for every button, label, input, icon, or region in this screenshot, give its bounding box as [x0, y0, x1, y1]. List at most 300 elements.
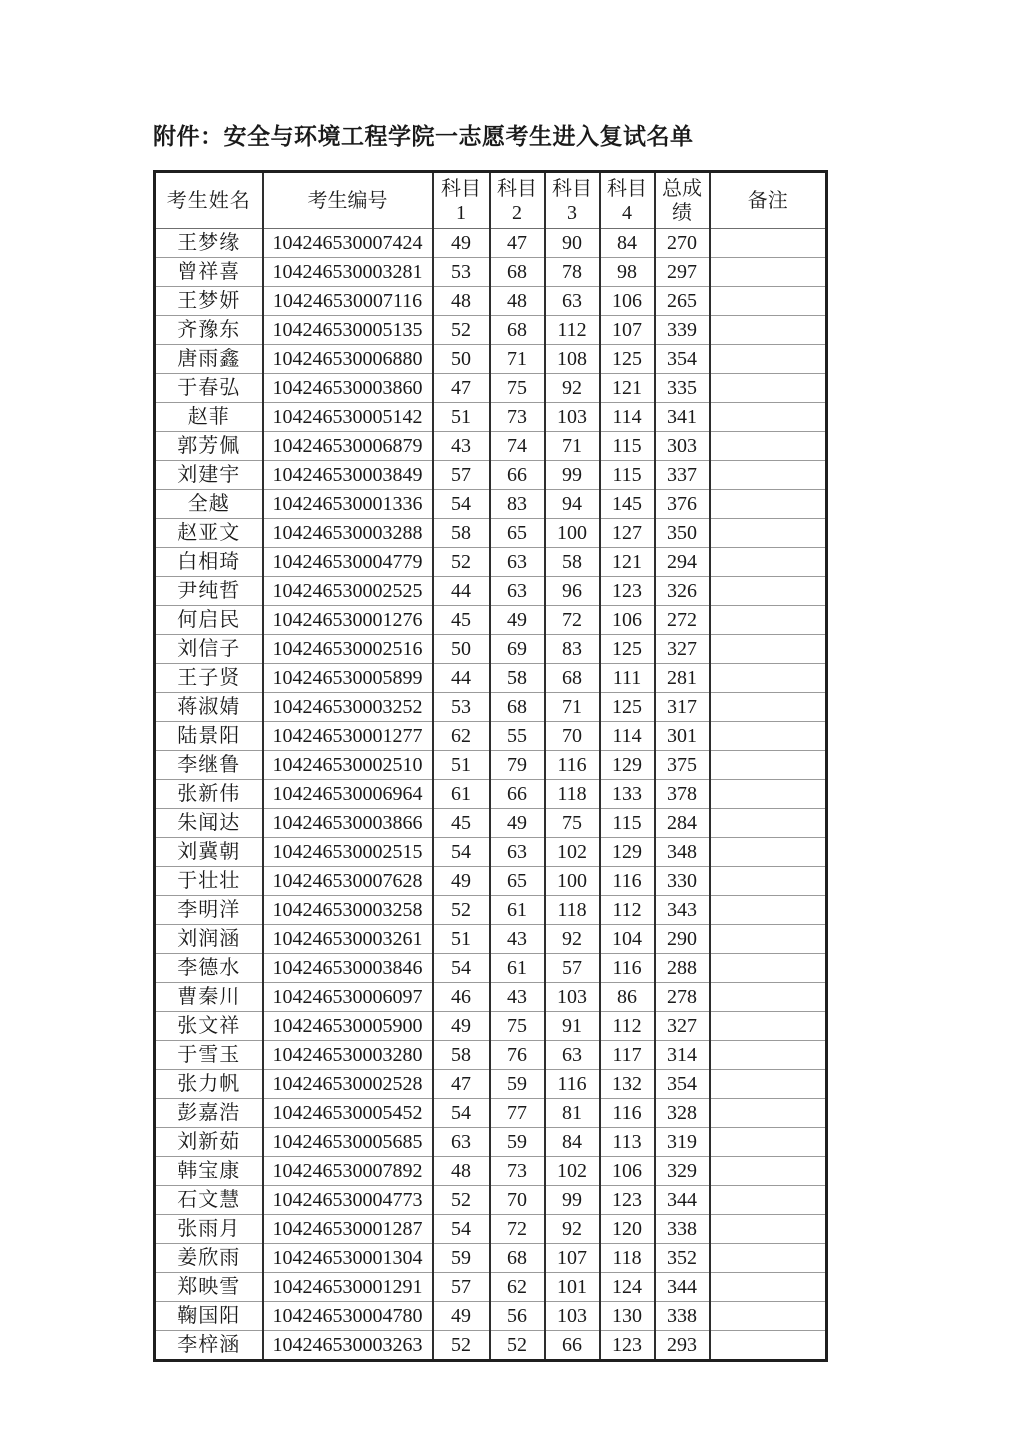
table-row [155, 345, 827, 374]
remark-cell [710, 490, 827, 519]
subject-3-score-cell: 103 [545, 1302, 600, 1331]
candidate-id-cell: 104246530001291 [263, 1273, 433, 1302]
header-subject-3 [545, 172, 600, 229]
subject-4-score-cell: 125 [600, 345, 655, 374]
subject-2-score-cell: 59 [490, 1070, 545, 1099]
subject-3-score-cell: 63 [545, 287, 600, 316]
subject-1-score-cell: 52 [433, 1186, 490, 1215]
header-total-line2: 绩 [672, 201, 692, 224]
subject-1-score-cell: 52 [433, 548, 490, 577]
candidate-name-cell: 鞠国阳 [155, 1302, 263, 1331]
candidate-name-cell: 韩宝康 [155, 1157, 263, 1186]
subject-2-score-cell: 59 [490, 1128, 545, 1157]
total-score-cell: 270 [655, 229, 710, 258]
table-row [155, 1070, 827, 1099]
subject-4-score-cell: 114 [600, 722, 655, 751]
candidate-name-cell: 李德水 [155, 954, 263, 983]
subject-3-score-cell: 92 [545, 925, 600, 954]
subject-4-score-cell: 104 [600, 925, 655, 954]
subject-1-score-cell: 47 [433, 1070, 490, 1099]
subject-4-score-cell: 145 [600, 490, 655, 519]
table-row [155, 432, 827, 461]
candidate-name-cell: 陆景阳 [155, 722, 263, 751]
table-row [155, 1215, 827, 1244]
subject-1-score-cell: 59 [433, 1244, 490, 1273]
subject-1-score-cell: 61 [433, 780, 490, 809]
total-score-cell: 327 [655, 635, 710, 664]
candidate-id-cell: 104246530005452 [263, 1099, 433, 1128]
subject-4-score-cell: 115 [600, 432, 655, 461]
subject-1-score-cell: 58 [433, 519, 490, 548]
candidate-id-cell: 104246530003261 [263, 925, 433, 954]
table-row [155, 780, 827, 809]
subject-1-score-cell: 45 [433, 809, 490, 838]
subject-1-score-cell: 44 [433, 664, 490, 693]
subject-1-score-cell: 54 [433, 838, 490, 867]
candidate-name-cell: 于雪玉 [155, 1041, 263, 1070]
subject-2-score-cell: 74 [490, 432, 545, 461]
subject-4-score-cell: 132 [600, 1070, 655, 1099]
candidate-id-cell: 104246530005900 [263, 1012, 433, 1041]
total-score-cell: 343 [655, 896, 710, 925]
candidate-id-cell: 104246530003849 [263, 461, 433, 490]
candidate-id-cell: 104246530006097 [263, 983, 433, 1012]
candidate-id-cell: 104246530004773 [263, 1186, 433, 1215]
remark-cell [710, 461, 827, 490]
subject-1-score-cell: 54 [433, 490, 490, 519]
remark-cell [710, 751, 827, 780]
total-score-cell: 314 [655, 1041, 710, 1070]
candidate-name-cell: 石文慧 [155, 1186, 263, 1215]
remark-cell [710, 925, 827, 954]
candidate-id-cell: 104246530006879 [263, 432, 433, 461]
subject-4-score-cell: 125 [600, 693, 655, 722]
candidate-name-cell: 朱闻达 [155, 809, 263, 838]
total-score-cell: 344 [655, 1273, 710, 1302]
remark-cell [710, 867, 827, 896]
total-score-cell: 329 [655, 1157, 710, 1186]
candidate-name-cell: 于春弘 [155, 374, 263, 403]
candidate-name-cell: 何启民 [155, 606, 263, 635]
candidate-id-cell: 104246530003860 [263, 374, 433, 403]
total-score-cell: 335 [655, 374, 710, 403]
subject-1-score-cell: 48 [433, 287, 490, 316]
subject-3-score-cell: 118 [545, 896, 600, 925]
document-page [153, 122, 828, 1362]
subject-2-score-cell: 43 [490, 925, 545, 954]
subject-2-score-cell: 58 [490, 664, 545, 693]
subject-1-score-cell: 53 [433, 693, 490, 722]
table-row [155, 983, 827, 1012]
table-row [155, 287, 827, 316]
subject-2-score-cell: 68 [490, 1244, 545, 1273]
candidate-id-cell: 104246530003288 [263, 519, 433, 548]
table-row [155, 867, 827, 896]
remark-cell [710, 1302, 827, 1331]
total-score-cell: 338 [655, 1215, 710, 1244]
subject-3-score-cell: 92 [545, 374, 600, 403]
remark-cell [710, 1186, 827, 1215]
candidate-name-cell: 张文祥 [155, 1012, 263, 1041]
subject-3-score-cell: 57 [545, 954, 600, 983]
candidate-id-cell: 104246530003258 [263, 896, 433, 925]
candidate-id-cell: 104246530002528 [263, 1070, 433, 1099]
subject-2-score-cell: 63 [490, 838, 545, 867]
candidate-id-cell: 104246530001276 [263, 606, 433, 635]
table-row [155, 1099, 827, 1128]
candidate-name-cell: 刘润涵 [155, 925, 263, 954]
table-row [155, 1157, 827, 1186]
remark-cell [710, 896, 827, 925]
header-subject-4 [600, 172, 655, 229]
subject-4-score-cell: 118 [600, 1244, 655, 1273]
header-subject-4-line2: 4 [622, 201, 632, 224]
remark-cell [710, 1099, 827, 1128]
table-row [155, 809, 827, 838]
candidate-name-cell: 李梓涵 [155, 1331, 263, 1361]
candidate-id-cell: 104246530001304 [263, 1244, 433, 1273]
subject-2-score-cell: 76 [490, 1041, 545, 1070]
subject-4-score-cell: 111 [600, 664, 655, 693]
page-title: 附件：安全与环境工程学院一志愿考生进入复试名单 [153, 123, 694, 149]
subject-2-score-cell: 73 [490, 1157, 545, 1186]
table-row [155, 1012, 827, 1041]
candidate-name-cell: 郑映雪 [155, 1273, 263, 1302]
subject-4-score-cell: 133 [600, 780, 655, 809]
remark-cell [710, 635, 827, 664]
table-row [155, 1244, 827, 1273]
subject-2-score-cell: 49 [490, 809, 545, 838]
candidate-id-cell: 104246530001277 [263, 722, 433, 751]
total-score-cell: 297 [655, 258, 710, 287]
candidate-id-cell: 104246530003280 [263, 1041, 433, 1070]
candidate-name-cell: 白相琦 [155, 548, 263, 577]
subject-4-score-cell: 112 [600, 896, 655, 925]
total-score-cell: 354 [655, 345, 710, 374]
subject-4-score-cell: 106 [600, 287, 655, 316]
subject-4-score-cell: 124 [600, 1273, 655, 1302]
table-row [155, 1041, 827, 1070]
subject-1-score-cell: 50 [433, 345, 490, 374]
subject-3-score-cell: 99 [545, 1186, 600, 1215]
total-score-cell: 293 [655, 1331, 710, 1361]
table-row [155, 751, 827, 780]
subject-3-score-cell: 100 [545, 519, 600, 548]
total-score-cell: 341 [655, 403, 710, 432]
total-score-cell: 328 [655, 1099, 710, 1128]
table-row [155, 1128, 827, 1157]
subject-2-score-cell: 48 [490, 287, 545, 316]
remark-cell [710, 1012, 827, 1041]
candidate-name-cell: 刘建宇 [155, 461, 263, 490]
subject-4-score-cell: 123 [600, 1331, 655, 1361]
subject-2-score-cell: 68 [490, 693, 545, 722]
table-row [155, 519, 827, 548]
remark-cell [710, 1070, 827, 1099]
table-row [155, 838, 827, 867]
subject-2-score-cell: 56 [490, 1302, 545, 1331]
remark-cell [710, 519, 827, 548]
subject-4-score-cell: 98 [600, 258, 655, 287]
subject-1-score-cell: 54 [433, 1099, 490, 1128]
subject-3-score-cell: 84 [545, 1128, 600, 1157]
candidate-id-cell: 104246530002515 [263, 838, 433, 867]
candidate-name-cell: 曾祥喜 [155, 258, 263, 287]
subject-4-score-cell: 117 [600, 1041, 655, 1070]
subject-1-score-cell: 57 [433, 1273, 490, 1302]
total-score-cell: 272 [655, 606, 710, 635]
subject-2-score-cell: 55 [490, 722, 545, 751]
remark-cell [710, 1273, 827, 1302]
subject-3-score-cell: 71 [545, 432, 600, 461]
subject-1-score-cell: 52 [433, 316, 490, 345]
subject-3-score-cell: 83 [545, 635, 600, 664]
subject-3-score-cell: 103 [545, 403, 600, 432]
total-score-cell: 278 [655, 983, 710, 1012]
subject-1-score-cell: 51 [433, 403, 490, 432]
subject-1-score-cell: 49 [433, 1302, 490, 1331]
remark-cell [710, 316, 827, 345]
total-score-cell: 303 [655, 432, 710, 461]
subject-2-score-cell: 66 [490, 780, 545, 809]
total-score-cell: 376 [655, 490, 710, 519]
total-score-cell: 301 [655, 722, 710, 751]
remark-cell [710, 287, 827, 316]
candidate-score-table [153, 170, 828, 1362]
total-score-cell: 348 [655, 838, 710, 867]
table-row [155, 403, 827, 432]
candidate-name-cell: 齐豫东 [155, 316, 263, 345]
remark-cell [710, 983, 827, 1012]
subject-4-score-cell: 123 [600, 1186, 655, 1215]
total-score-cell: 281 [655, 664, 710, 693]
subject-4-score-cell: 120 [600, 1215, 655, 1244]
total-score-cell: 344 [655, 1186, 710, 1215]
subject-4-score-cell: 116 [600, 867, 655, 896]
candidate-name-cell: 张雨月 [155, 1215, 263, 1244]
table-row [155, 316, 827, 345]
total-score-cell: 375 [655, 751, 710, 780]
subject-4-score-cell: 115 [600, 809, 655, 838]
table-row [155, 461, 827, 490]
candidate-id-cell: 104246530005142 [263, 403, 433, 432]
subject-1-score-cell: 53 [433, 258, 490, 287]
total-score-cell: 339 [655, 316, 710, 345]
remark-cell [710, 1128, 827, 1157]
table-body [155, 229, 827, 1361]
subject-3-score-cell: 71 [545, 693, 600, 722]
remark-cell [710, 664, 827, 693]
total-score-cell: 354 [655, 1070, 710, 1099]
subject-4-score-cell: 113 [600, 1128, 655, 1157]
candidate-id-cell: 104246530006964 [263, 780, 433, 809]
candidate-name-cell: 彭嘉浩 [155, 1099, 263, 1128]
subject-3-score-cell: 116 [545, 751, 600, 780]
candidate-id-cell: 104246530005135 [263, 316, 433, 345]
table-row [155, 1302, 827, 1331]
candidate-name-cell: 张新伟 [155, 780, 263, 809]
subject-3-score-cell: 107 [545, 1244, 600, 1273]
candidate-id-cell: 104246530001287 [263, 1215, 433, 1244]
table-row [155, 722, 827, 751]
total-score-cell: 326 [655, 577, 710, 606]
subject-4-score-cell: 123 [600, 577, 655, 606]
subject-2-score-cell: 52 [490, 1331, 545, 1361]
subject-1-score-cell: 50 [433, 635, 490, 664]
subject-2-score-cell: 47 [490, 229, 545, 258]
subject-4-score-cell: 114 [600, 403, 655, 432]
subject-3-score-cell: 101 [545, 1273, 600, 1302]
subject-1-score-cell: 54 [433, 954, 490, 983]
total-score-cell: 337 [655, 461, 710, 490]
remark-cell [710, 258, 827, 287]
remark-cell [710, 229, 827, 258]
header-row [155, 172, 827, 229]
subject-2-score-cell: 75 [490, 374, 545, 403]
total-score-cell: 319 [655, 1128, 710, 1157]
subject-2-score-cell: 70 [490, 1186, 545, 1215]
subject-2-score-cell: 63 [490, 548, 545, 577]
candidate-name-cell: 李继鲁 [155, 751, 263, 780]
subject-1-score-cell: 49 [433, 1012, 490, 1041]
candidate-name-cell: 王子贤 [155, 664, 263, 693]
subject-1-score-cell: 44 [433, 577, 490, 606]
subject-2-score-cell: 65 [490, 519, 545, 548]
table-row [155, 1331, 827, 1361]
subject-3-score-cell: 116 [545, 1070, 600, 1099]
subject-1-score-cell: 54 [433, 1215, 490, 1244]
remark-cell [710, 1244, 827, 1273]
total-score-cell: 330 [655, 867, 710, 896]
candidate-name-cell: 赵菲 [155, 403, 263, 432]
subject-3-score-cell: 102 [545, 838, 600, 867]
subject-2-score-cell: 68 [490, 258, 545, 287]
subject-2-score-cell: 77 [490, 1099, 545, 1128]
table-row [155, 577, 827, 606]
subject-3-score-cell: 100 [545, 867, 600, 896]
subject-2-score-cell: 73 [490, 403, 545, 432]
subject-2-score-cell: 83 [490, 490, 545, 519]
subject-3-score-cell: 96 [545, 577, 600, 606]
candidate-name-cell: 李明洋 [155, 896, 263, 925]
subject-2-score-cell: 68 [490, 316, 545, 345]
subject-1-score-cell: 51 [433, 925, 490, 954]
subject-3-score-cell: 103 [545, 983, 600, 1012]
candidate-name-cell: 张力帆 [155, 1070, 263, 1099]
subject-2-score-cell: 69 [490, 635, 545, 664]
header-subject-2-line2: 2 [512, 201, 522, 224]
header-total-score [655, 172, 710, 229]
total-score-cell: 338 [655, 1302, 710, 1331]
table-row [155, 635, 827, 664]
total-score-cell: 327 [655, 1012, 710, 1041]
candidate-id-cell: 104246530003281 [263, 258, 433, 287]
subject-4-score-cell: 106 [600, 606, 655, 635]
subject-2-score-cell: 61 [490, 896, 545, 925]
subject-2-score-cell: 49 [490, 606, 545, 635]
header-subject-1-line1: 科目 [441, 177, 481, 200]
remark-cell [710, 1157, 827, 1186]
candidate-id-cell: 104246530003263 [263, 1331, 433, 1361]
table-row [155, 374, 827, 403]
table-row [155, 1273, 827, 1302]
remark-cell [710, 809, 827, 838]
table-row [155, 490, 827, 519]
subject-1-score-cell: 46 [433, 983, 490, 1012]
header-subject-3-line2: 3 [567, 201, 577, 224]
candidate-name-cell: 王梦妍 [155, 287, 263, 316]
remark-cell [710, 780, 827, 809]
subject-1-score-cell: 49 [433, 229, 490, 258]
subject-4-score-cell: 125 [600, 635, 655, 664]
subject-4-score-cell: 84 [600, 229, 655, 258]
table-row [155, 693, 827, 722]
candidate-name-cell: 刘新茹 [155, 1128, 263, 1157]
subject-3-score-cell: 63 [545, 1041, 600, 1070]
subject-4-score-cell: 107 [600, 316, 655, 345]
candidate-id-cell: 104246530005899 [263, 664, 433, 693]
remark-cell [710, 693, 827, 722]
candidate-name-cell: 刘信子 [155, 635, 263, 664]
subject-4-score-cell: 112 [600, 1012, 655, 1041]
candidate-id-cell: 104246530003252 [263, 693, 433, 722]
subject-1-score-cell: 48 [433, 1157, 490, 1186]
subject-4-score-cell: 129 [600, 838, 655, 867]
candidate-name-cell: 赵亚文 [155, 519, 263, 548]
table-row [155, 258, 827, 287]
subject-3-score-cell: 99 [545, 461, 600, 490]
candidate-id-cell: 104246530004779 [263, 548, 433, 577]
remark-cell [710, 606, 827, 635]
table-row [155, 954, 827, 983]
candidate-name-cell: 唐雨鑫 [155, 345, 263, 374]
subject-3-score-cell: 78 [545, 258, 600, 287]
header-subject-4-line1: 科目 [607, 177, 647, 200]
table-row [155, 664, 827, 693]
table-row [155, 1186, 827, 1215]
subject-4-score-cell: 127 [600, 519, 655, 548]
subject-2-score-cell: 62 [490, 1273, 545, 1302]
subject-1-score-cell: 52 [433, 896, 490, 925]
subject-2-score-cell: 63 [490, 577, 545, 606]
table-row [155, 606, 827, 635]
subject-3-score-cell: 58 [545, 548, 600, 577]
candidate-id-cell: 104246530002516 [263, 635, 433, 664]
table-row [155, 896, 827, 925]
remark-cell [710, 577, 827, 606]
subject-3-score-cell: 81 [545, 1099, 600, 1128]
subject-4-score-cell: 121 [600, 374, 655, 403]
subject-3-score-cell: 91 [545, 1012, 600, 1041]
subject-1-score-cell: 62 [433, 722, 490, 751]
subject-3-score-cell: 102 [545, 1157, 600, 1186]
candidate-name-cell: 曹秦川 [155, 983, 263, 1012]
candidate-id-cell: 104246530007628 [263, 867, 433, 896]
header-total-line1: 总成 [662, 177, 702, 200]
subject-2-score-cell: 66 [490, 461, 545, 490]
subject-2-score-cell: 71 [490, 345, 545, 374]
subject-3-score-cell: 75 [545, 809, 600, 838]
header-candidate-id: 考生编号 [263, 172, 433, 229]
subject-4-score-cell: 115 [600, 461, 655, 490]
subject-3-score-cell: 90 [545, 229, 600, 258]
header-subject-3-line1: 科目 [552, 177, 592, 200]
subject-4-score-cell: 121 [600, 548, 655, 577]
candidate-name-cell: 于壮壮 [155, 867, 263, 896]
subject-1-score-cell: 57 [433, 461, 490, 490]
subject-2-score-cell: 61 [490, 954, 545, 983]
subject-4-score-cell: 130 [600, 1302, 655, 1331]
